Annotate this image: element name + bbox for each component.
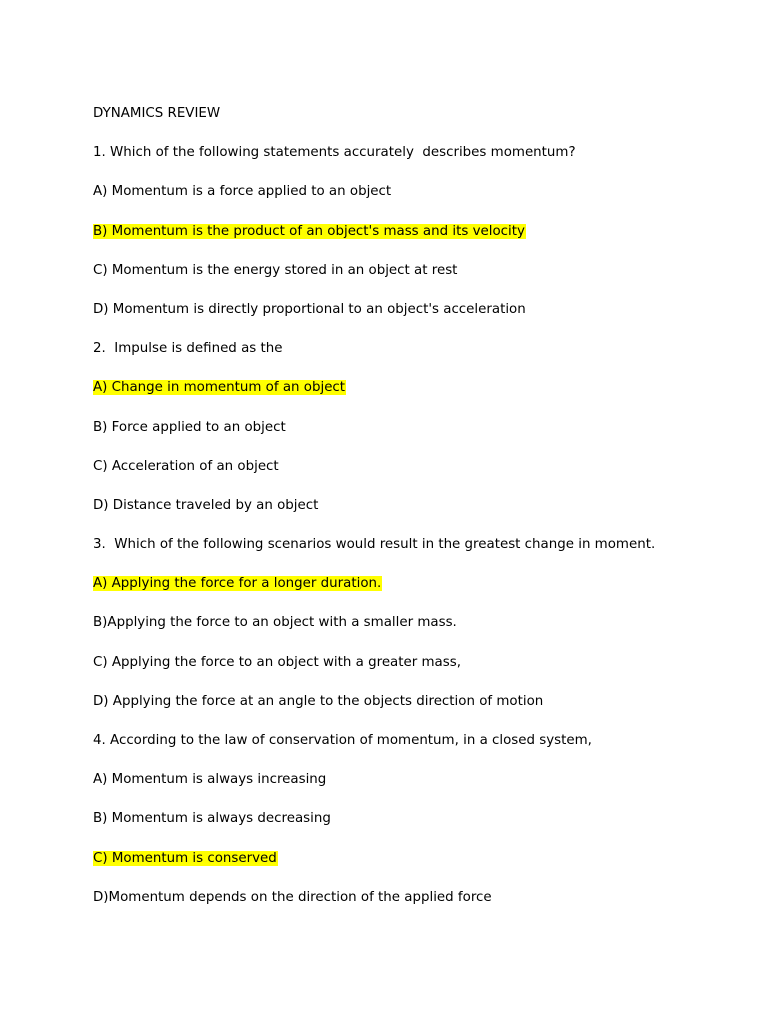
answer-option-d: D) Momentum is directly proportional to an object's acceleration: [93, 301, 526, 317]
answer-option-b: B) Force applied to an object: [93, 419, 286, 435]
document-title: DYNAMICS REVIEW: [93, 106, 221, 121]
answer-option-c: C) Momentum is the energy stored in an object at rest: [93, 262, 458, 278]
answer-option-b: B) Momentum is always decreasing: [93, 811, 331, 827]
question-2: [93, 339, 733, 535]
answer-option-c: C) Acceleration of an object: [93, 458, 279, 474]
question-prompt: 3. Which of the following scenarios would result in the greatest change in moment.: [93, 537, 656, 553]
question-1: [93, 143, 733, 339]
answer-option-a-highlighted: A) Change in momentum of an object: [93, 380, 346, 396]
question-prompt: 4. According to the law of conservation of momentum, in a closed system,: [93, 733, 592, 748]
answer-option-d: D)Momentum depends on the direction of the applied force: [93, 889, 492, 905]
answer-option-b-highlighted: B) Momentum is the product of an object's mass and its velocity: [93, 223, 525, 239]
answer-option-a: A) Momentum is a force applied to an object: [93, 184, 392, 200]
answer-option-b: B)Applying the force to an object with a smaller mass.: [93, 615, 457, 631]
document-body: [93, 104, 733, 927]
question-prompt: 2. Impulse is defined as the: [93, 341, 283, 357]
answer-option-a-highlighted: A) Applying the force for a longer duration.: [93, 576, 382, 592]
question-3: [93, 535, 733, 731]
answer-option-c-highlighted: C) Momentum is conserved: [93, 850, 277, 866]
answer-option-d: D) Distance traveled by an object: [93, 497, 319, 513]
answer-option-d: D) Applying the force at an angle to the objects direction of motion: [93, 693, 544, 709]
answer-option-a: A) Momentum is always increasing: [93, 772, 327, 788]
question-prompt: 1. Which of the following statements accurately describes momentum?: [93, 145, 576, 161]
question-4: [93, 731, 733, 927]
answer-option-c: C) Applying the force to an object with a greater mass,: [93, 654, 461, 670]
